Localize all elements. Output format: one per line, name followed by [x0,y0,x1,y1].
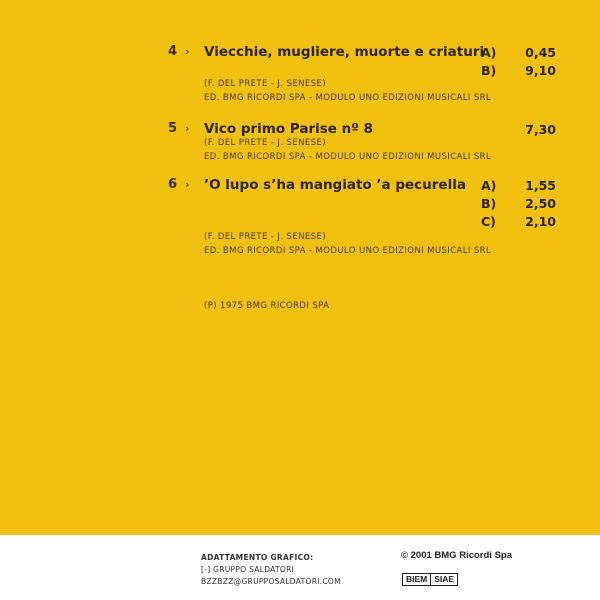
track-parts [0,178,600,232]
part-duration: 0,45 [525,45,556,60]
publisher-credit: ED. BMG RICORDI SPA - MODULO UNO EDIZIONI MUSICALI SRL [204,246,492,256]
siae-logo: SIAE [430,574,457,585]
rights-societies-box [402,573,458,586]
phonogram-line: (P) 1975 BMG RICORDI SPA [204,301,330,311]
track-title: Viecchie, mugliere, muorte e criaturi [204,44,485,60]
part-label: A) [481,178,497,193]
copyright-notice: © 2001 BMG Ricordi Spa [401,550,513,561]
part-label: C) [481,214,496,229]
track-number: 6 [168,177,178,192]
biem-logo: BIEM [406,574,428,584]
track-credits [204,230,491,258]
part-label: B) [481,63,497,78]
design-email: BZZBZZ@GRUPPOSALDATORI.COM [201,577,341,586]
track-part [0,45,600,63]
track-part [0,178,600,196]
track-title: Vico primo Parise nº 8 [204,121,373,137]
track-title: ’O lupo s’ha mangiato ’a pecurella [204,177,466,193]
chevron-right-icon: › [185,122,190,135]
part-duration: 9,10 [525,63,556,78]
part-duration: 7,30 [525,122,556,137]
part-label: B) [481,196,497,211]
publisher-credit: ED. BMG RICORDI SPA - MODULO UNO EDIZIONI MUSICALI SRL [204,152,492,162]
composer-credit: (F. DEL PRETE - J. SENESE) [204,138,326,148]
track-number: 4 [168,44,178,59]
publisher-credit: ED. BMG RICORDI SPA - MODULO UNO EDIZIONI MUSICALI SRL [204,93,492,103]
part-duration: 2,50 [525,196,556,211]
track-credits [204,136,491,164]
chevron-right-icon: › [185,178,190,191]
chevron-right-icon: › [185,45,190,58]
design-heading: ADATTAMENTO GRAFICO: [201,553,314,562]
composer-credit: (F. DEL PRETE - J. SENESE) [204,232,326,242]
track-parts [0,45,600,81]
track-number: 5 [168,121,178,136]
design-studio: [-] GRUPPO SALDATORI [201,565,295,574]
part-duration: 2,10 [525,214,556,229]
part-duration: 1,55 [525,178,556,193]
part-label: A) [481,45,497,60]
track-credits [204,77,491,105]
design-credits [201,552,341,588]
composer-credit: (F. DEL PRETE - J. SENESE) [204,79,326,89]
track-part [0,196,600,214]
